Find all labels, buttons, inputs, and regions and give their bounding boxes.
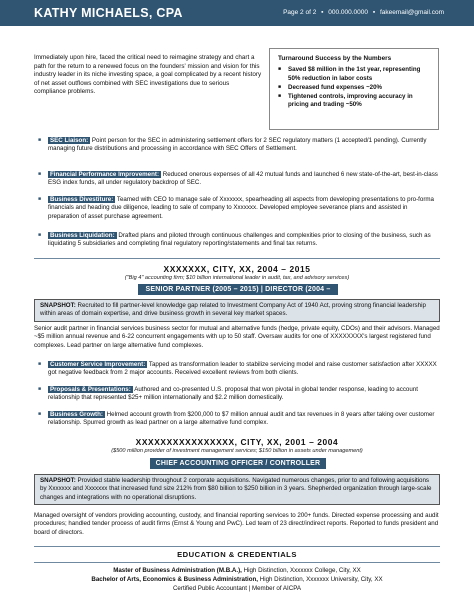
candidate-name: KATHY MICHAELS, CPA — [34, 6, 183, 20]
degree-mba — [0, 567, 474, 575]
achievement-text: Authored and co-presented U.S. proposal that won pivotal in global tender response, leading to account relationship that represented $25+ million internationally and $2.2 million domestically. — [48, 386, 418, 402]
snapshot-label: SNAPSHOT: — [40, 302, 76, 309]
achievement-text: Teamed with CEO to manage sale of Xxxxxxx, spearheading all aspects from developing presentations to pro-forma financials and heading due diligence, leading to sale of company to Xxxxxxx. Developed employee severance plans and assisted in preparation of asset purchase agreement. — [48, 196, 434, 220]
achievement-tag: Business Growth: — [50, 411, 103, 418]
achievement-tag: Proposals & Presentations: — [50, 386, 131, 393]
role-title-bar: CHIEF ACCOUNTING OFFICER / CONTROLLER — [150, 458, 326, 469]
turnaround-item: ■ Saved $8 million in the 1st year, representing 50% reduction in labor costs — [278, 66, 430, 82]
snapshot-box — [34, 474, 440, 505]
achievement-tag: Business Divestiture: — [50, 196, 114, 203]
email-address[interactable]: fakeemail@gmail.com — [379, 9, 444, 16]
achievement-item — [48, 361, 440, 378]
achievement-tag: Customer Service Improvement: — [50, 361, 146, 368]
achievement-item — [48, 196, 440, 221]
contact-line — [280, 9, 444, 17]
separator-icon: ▪ — [321, 9, 324, 16]
snapshot-text: Recruited to fill partner-level knowledge gap related to Investment Company Act of 1940 Act, proving strong financial leadership within areas of domain expertise, and drive business growth in several key market spaces. — [40, 302, 426, 318]
page-indicator: Page 2 of 2 — [283, 9, 317, 16]
job-summary: Managed oversight of vendors providing accounting, custody, and financial reporting services to 200+ funds. Directed expense processing and audit procedures; handled tender process of audit firms (Ernst & Young and PwC). Led team of 23 direct/indirect reports. Reported to funds president and board of directors. — [34, 512, 439, 536]
degree-title: Master of Business Administration (M.B.A.), — [113, 567, 242, 574]
achievement-text: Reduced onerous expenses of all 42 mutual funds and launched 6 new state-of-the-art, best-in-class ESG index funds, all under regulatory backdrop of SEC. — [48, 171, 438, 187]
achievement-text: Tapped as transformation leader to stabilize servicing model and raise customer satisfaction after XXXXX got negative feedback from 2 major accounts. Received excellent reviews from both clients. — [48, 361, 437, 377]
degree-detail: High Distinction, Xxxxxxx College, City, XX — [241, 567, 361, 574]
achievement-text: Helmed account growth from $200,000 to $7 million annual audit and tax revenues in 8 years after taking over customer relationship. Spurred growth as lead partner on a large alternative fund complex. — [48, 411, 435, 427]
achievement-tag: SEC Liaison: — [50, 137, 89, 144]
turnaround-item: ■ Tightened controls, improving accuracy in pricing and trading ~50% — [278, 93, 430, 109]
company-description: ($500 million provider of investment management services; $150 billion in assets under management) — [111, 447, 363, 454]
degree-detail: High Distinction, Xxxxxxx University, City, XX — [258, 576, 383, 583]
certification: Certified Public Accountant | Member of AICPA — [172, 585, 302, 592]
achievement-text: Point person for the SEC in administering settlement offers for 2 SEC regulatory matters (1 accepted/1 pending). Currently managing future distributions and processing in accordance with SEC Offers of Settlement. — [48, 137, 427, 153]
company-description: ("Big 4" accounting firm; $10 billion international leader in audit, tax, and advisory services) — [124, 274, 350, 281]
section-divider — [34, 546, 440, 547]
role-title-bar: SENIOR PARTNER (2005 – 2015) | DIRECTOR (2004 – — [138, 284, 338, 295]
header-bar — [0, 0, 474, 26]
section-divider — [34, 258, 440, 259]
turnaround-box — [269, 48, 439, 130]
snapshot-box — [34, 299, 440, 322]
job-heading — [0, 264, 474, 282]
snapshot-text: Provided stable leadership throughout 2 corporate acquisitions. Navigated numerous changes, prior to and following acquisitions by Xxxxxxx and Xxxxxxx that increased fund size 212% from $80 billion to $250 billion in 3 years. Shepherded organization through large-scale changes and integrations with no operational disruptions. — [40, 477, 432, 501]
achievement-tag: Business Liquidation: — [50, 232, 115, 239]
achievement-text: Drafted plans and piloted through continuous challenges and complexities prior to closing of the business, such as liquidating 5 subsidiaries and completing final regulatory reporting/statements and final tax returns. — [48, 232, 431, 248]
snapshot-label: SNAPSHOT: — [40, 477, 76, 484]
achievement-item — [48, 137, 440, 154]
achievement-item — [48, 411, 440, 428]
intro-paragraph: Immediately upon hire, faced the critical need to reimagine strategy and chart a path for the return to a renewed focus on the founders' mission and vision for this industry leader in its niche investing space, a goal complicated by a recent history of net asset outflows combined with SEC investigations due to serious compliance problems. — [34, 54, 262, 95]
achievement-item — [48, 386, 440, 403]
company-line: XXXXXXX, CITY, XX, 2004 – 2015 — [163, 264, 311, 274]
degree-ba — [0, 576, 474, 584]
separator-icon: ▪ — [372, 9, 376, 16]
company-line: XXXXXXXXXXXXXXXX, CITY, XX, 2001 – 2004 — [135, 437, 339, 447]
turnaround-item: ■ Decreased fund expenses ~20% — [278, 84, 430, 92]
job-summary: Senior audit partner in financial services business sector for mutual and alternative funds (hedge, private equity, CDOs) and their advisors. Managed ~$5 million annual revenue and 6-22 concurrent engagements with up to 50 staff. Oversaw audits for one of XXXXXXXX's largest registered fund complexes. Lead partner on large alternative fund complexes. — [34, 325, 440, 349]
achievement-item — [48, 171, 440, 188]
turnaround-title: Turnaround Success by the Numbers — [278, 55, 392, 62]
section-divider — [34, 562, 440, 563]
education-heading: EDUCATION & CREDENTIALS — [177, 550, 297, 559]
job-heading — [0, 437, 474, 455]
achievement-tag: Financial Performance Improvement: — [50, 171, 160, 178]
achievement-item — [48, 232, 440, 249]
degree-title: Bachelor of Arts, Economics & Business Administration, — [91, 576, 259, 583]
phone-number: 000.000.0000 — [328, 9, 369, 16]
